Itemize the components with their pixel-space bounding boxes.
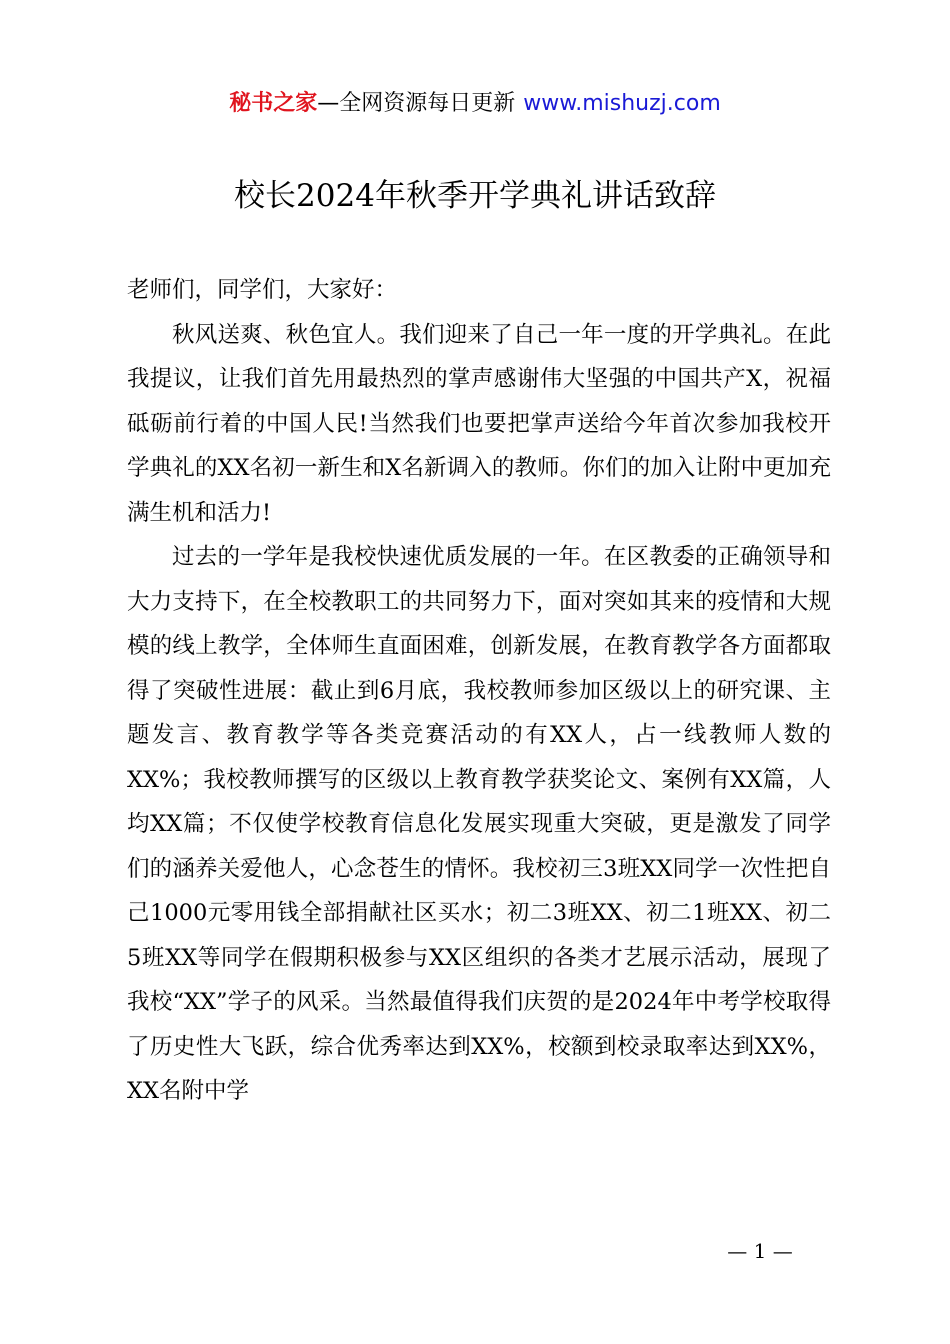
greeting-line: 老师们，同学们，大家好：: [127, 277, 398, 303]
site-banner: [0, 88, 950, 120]
paragraph-2: 过去的一学年是我校快速优质发展的一年。在区教委的正确领导和大力支持下，在全校教职工的共同努力下，面对突如其来的疫情和大规模的线上教学，全体师生直面困难，创新发展，在教育教学各方面都取得了突破性进展：截止到6月底，我校教师参加区级以上的研究课、主题发言、教育教学等各类竞赛活动的有XX人，占一线教师人数的XX%；我校教师撰写的区级以上教育教学获奖论文、案例有XX篇，人均XX篇；不仅使学校教育信息化发展实现重大突破，更是激发了同学们的涵养关爱他人，心念苍生的情怀。我校初三3班XX同学一次性把自己1000元零用钱全部捐献社区买水；初二3班XX、初二1班XX、初二5班XX等同学在假期积极参与XX区组织的各类才艺展示活动，展现了我校“XX”学子的风采。当然最值得我们庆贺的是2024年中考学校取得了历史性大飞跃，综合优秀率达到XX%，校额到校录取率达到XX%，XX名附中学: [127, 544, 831, 1104]
document-title: 校长2024年秋季开学典礼讲话致辞: [234, 178, 716, 214]
paragraph-1: 秋风送爽、秋色宜人。我们迎来了自己一年一度的开学典礼。在此我提议，让我们首先用最热烈的掌声感谢伟大坚强的中国共产X，祝福砥砺前行着的中国人民!当然我们也要把掌声送给今年首次参加我校开学典礼的XX名初一新生和X名新调入的教师。你们的加入让附中更加充满生机和活力!: [127, 321, 831, 526]
site-url-link[interactable]: www.mishuzj.com: [523, 91, 721, 116]
site-tagline: —全网资源每日更新: [317, 91, 516, 116]
document-body: [127, 268, 831, 1114]
page-number: — 1 —: [727, 1239, 793, 1263]
site-brand: 秘书之家: [229, 91, 318, 116]
